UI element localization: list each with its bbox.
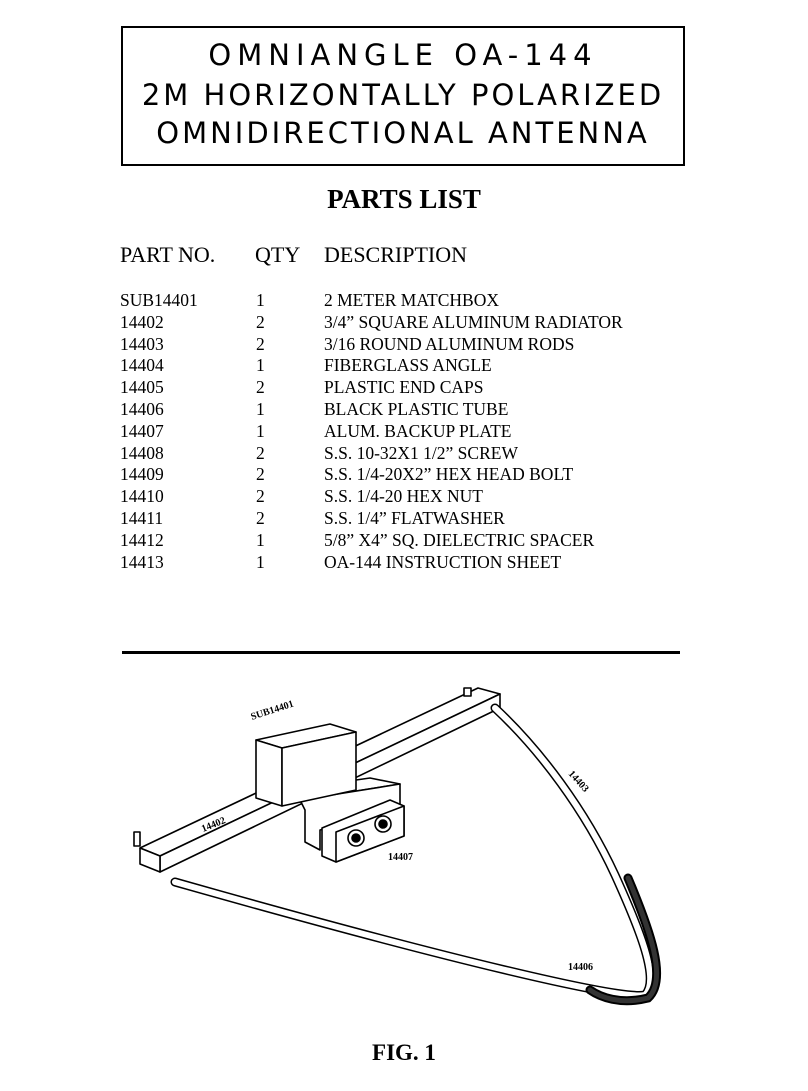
part-quantity: 2 (256, 486, 265, 507)
matchbox (256, 724, 356, 806)
part-description: S.S. 10-32X1 1/2” SCREW (324, 442, 518, 463)
part-number: 14410 (120, 486, 164, 507)
label-tube: 14406 (568, 962, 593, 973)
part-quantity: 2 (256, 377, 265, 398)
part-number: 14404 (120, 355, 164, 376)
part-quantity: 1 (256, 398, 265, 419)
part-description: 5/8” X4” SQ. DIELECTRIC SPACER (324, 529, 595, 550)
parts-row (120, 399, 740, 421)
part-number: 14409 (120, 464, 164, 485)
part-quantity: 2 (256, 507, 265, 528)
part-description: S.S. 1/4-20X2” HEX HEAD BOLT (324, 464, 574, 485)
parts-row (120, 486, 740, 508)
part-number: 14413 (120, 551, 164, 572)
part-quantity: 2 (256, 311, 265, 332)
title-antenna-type: OMNIDIRECTIONAL ANTENNA (156, 116, 650, 150)
part-description: 2 METER MATCHBOX (324, 290, 500, 310)
parts-row (120, 290, 740, 312)
part-description: 3/16 ROUND ALUMINUM RODS (324, 333, 575, 354)
part-number: SUB14401 (120, 290, 198, 310)
parts-row (120, 552, 740, 574)
title-polarization: 2M HORIZONTALLY POLARIZED (141, 78, 665, 112)
part-number: 14402 (120, 311, 164, 332)
part-number: 14412 (120, 529, 164, 550)
part-number: 14411 (120, 507, 164, 528)
part-number: 14403 (120, 333, 164, 354)
part-description: S.S. 1/4” FLATWASHER (324, 507, 505, 528)
antenna-assembly-figure (0, 660, 808, 1040)
radiator-rods (175, 708, 657, 1001)
section-divider (122, 651, 680, 654)
parts-row (120, 377, 740, 399)
part-quantity: 2 (256, 442, 265, 463)
part-number: 14407 (120, 420, 164, 441)
column-header-part-no: PART NO. (120, 242, 216, 267)
parts-row (120, 355, 740, 377)
part-quantity: 2 (256, 464, 265, 485)
part-description: BLACK PLASTIC TUBE (324, 398, 509, 419)
part-description: ALUM. BACKUP PLATE (324, 420, 512, 441)
part-quantity: 1 (256, 529, 265, 550)
parts-row (120, 312, 740, 334)
part-quantity: 1 (256, 290, 265, 310)
figure-caption: FIG. 1 (372, 1040, 436, 1065)
part-quantity: 1 (256, 420, 265, 441)
parts-row (120, 508, 740, 530)
title-box (121, 26, 685, 166)
parts-row (120, 464, 740, 486)
parts-row (120, 421, 740, 443)
part-quantity: 1 (256, 355, 265, 376)
parts-row (120, 443, 740, 465)
part-description: S.S. 1/4-20 HEX NUT (324, 486, 483, 507)
parts-row (120, 334, 740, 356)
title-model: OMNIANGLE OA-144 (208, 38, 598, 72)
label-matchbox: SUB14401 (249, 698, 296, 723)
part-quantity: 2 (256, 333, 265, 354)
part-description: FIBERGLASS ANGLE (324, 355, 492, 376)
part-number: 14405 (120, 377, 164, 398)
column-header-qty: QTY (255, 242, 301, 267)
part-quantity: 1 (256, 551, 265, 572)
part-description: PLASTIC END CAPS (324, 377, 484, 398)
parts-list-heading: PARTS LIST (327, 184, 481, 214)
parts-row (120, 530, 740, 552)
column-header-description: DESCRIPTION (324, 242, 468, 267)
part-number: 14406 (120, 398, 164, 419)
part-number: 14408 (120, 442, 164, 463)
label-radiator: 14402 (200, 815, 228, 835)
part-description: OA-144 INSTRUCTION SHEET (324, 551, 562, 572)
label-rods: 14403 (565, 768, 591, 795)
parts-list (120, 290, 740, 573)
part-description: 3/4” SQUARE ALUMINUM RADIATOR (324, 311, 623, 332)
label-backup-plate: 14407 (388, 852, 413, 863)
